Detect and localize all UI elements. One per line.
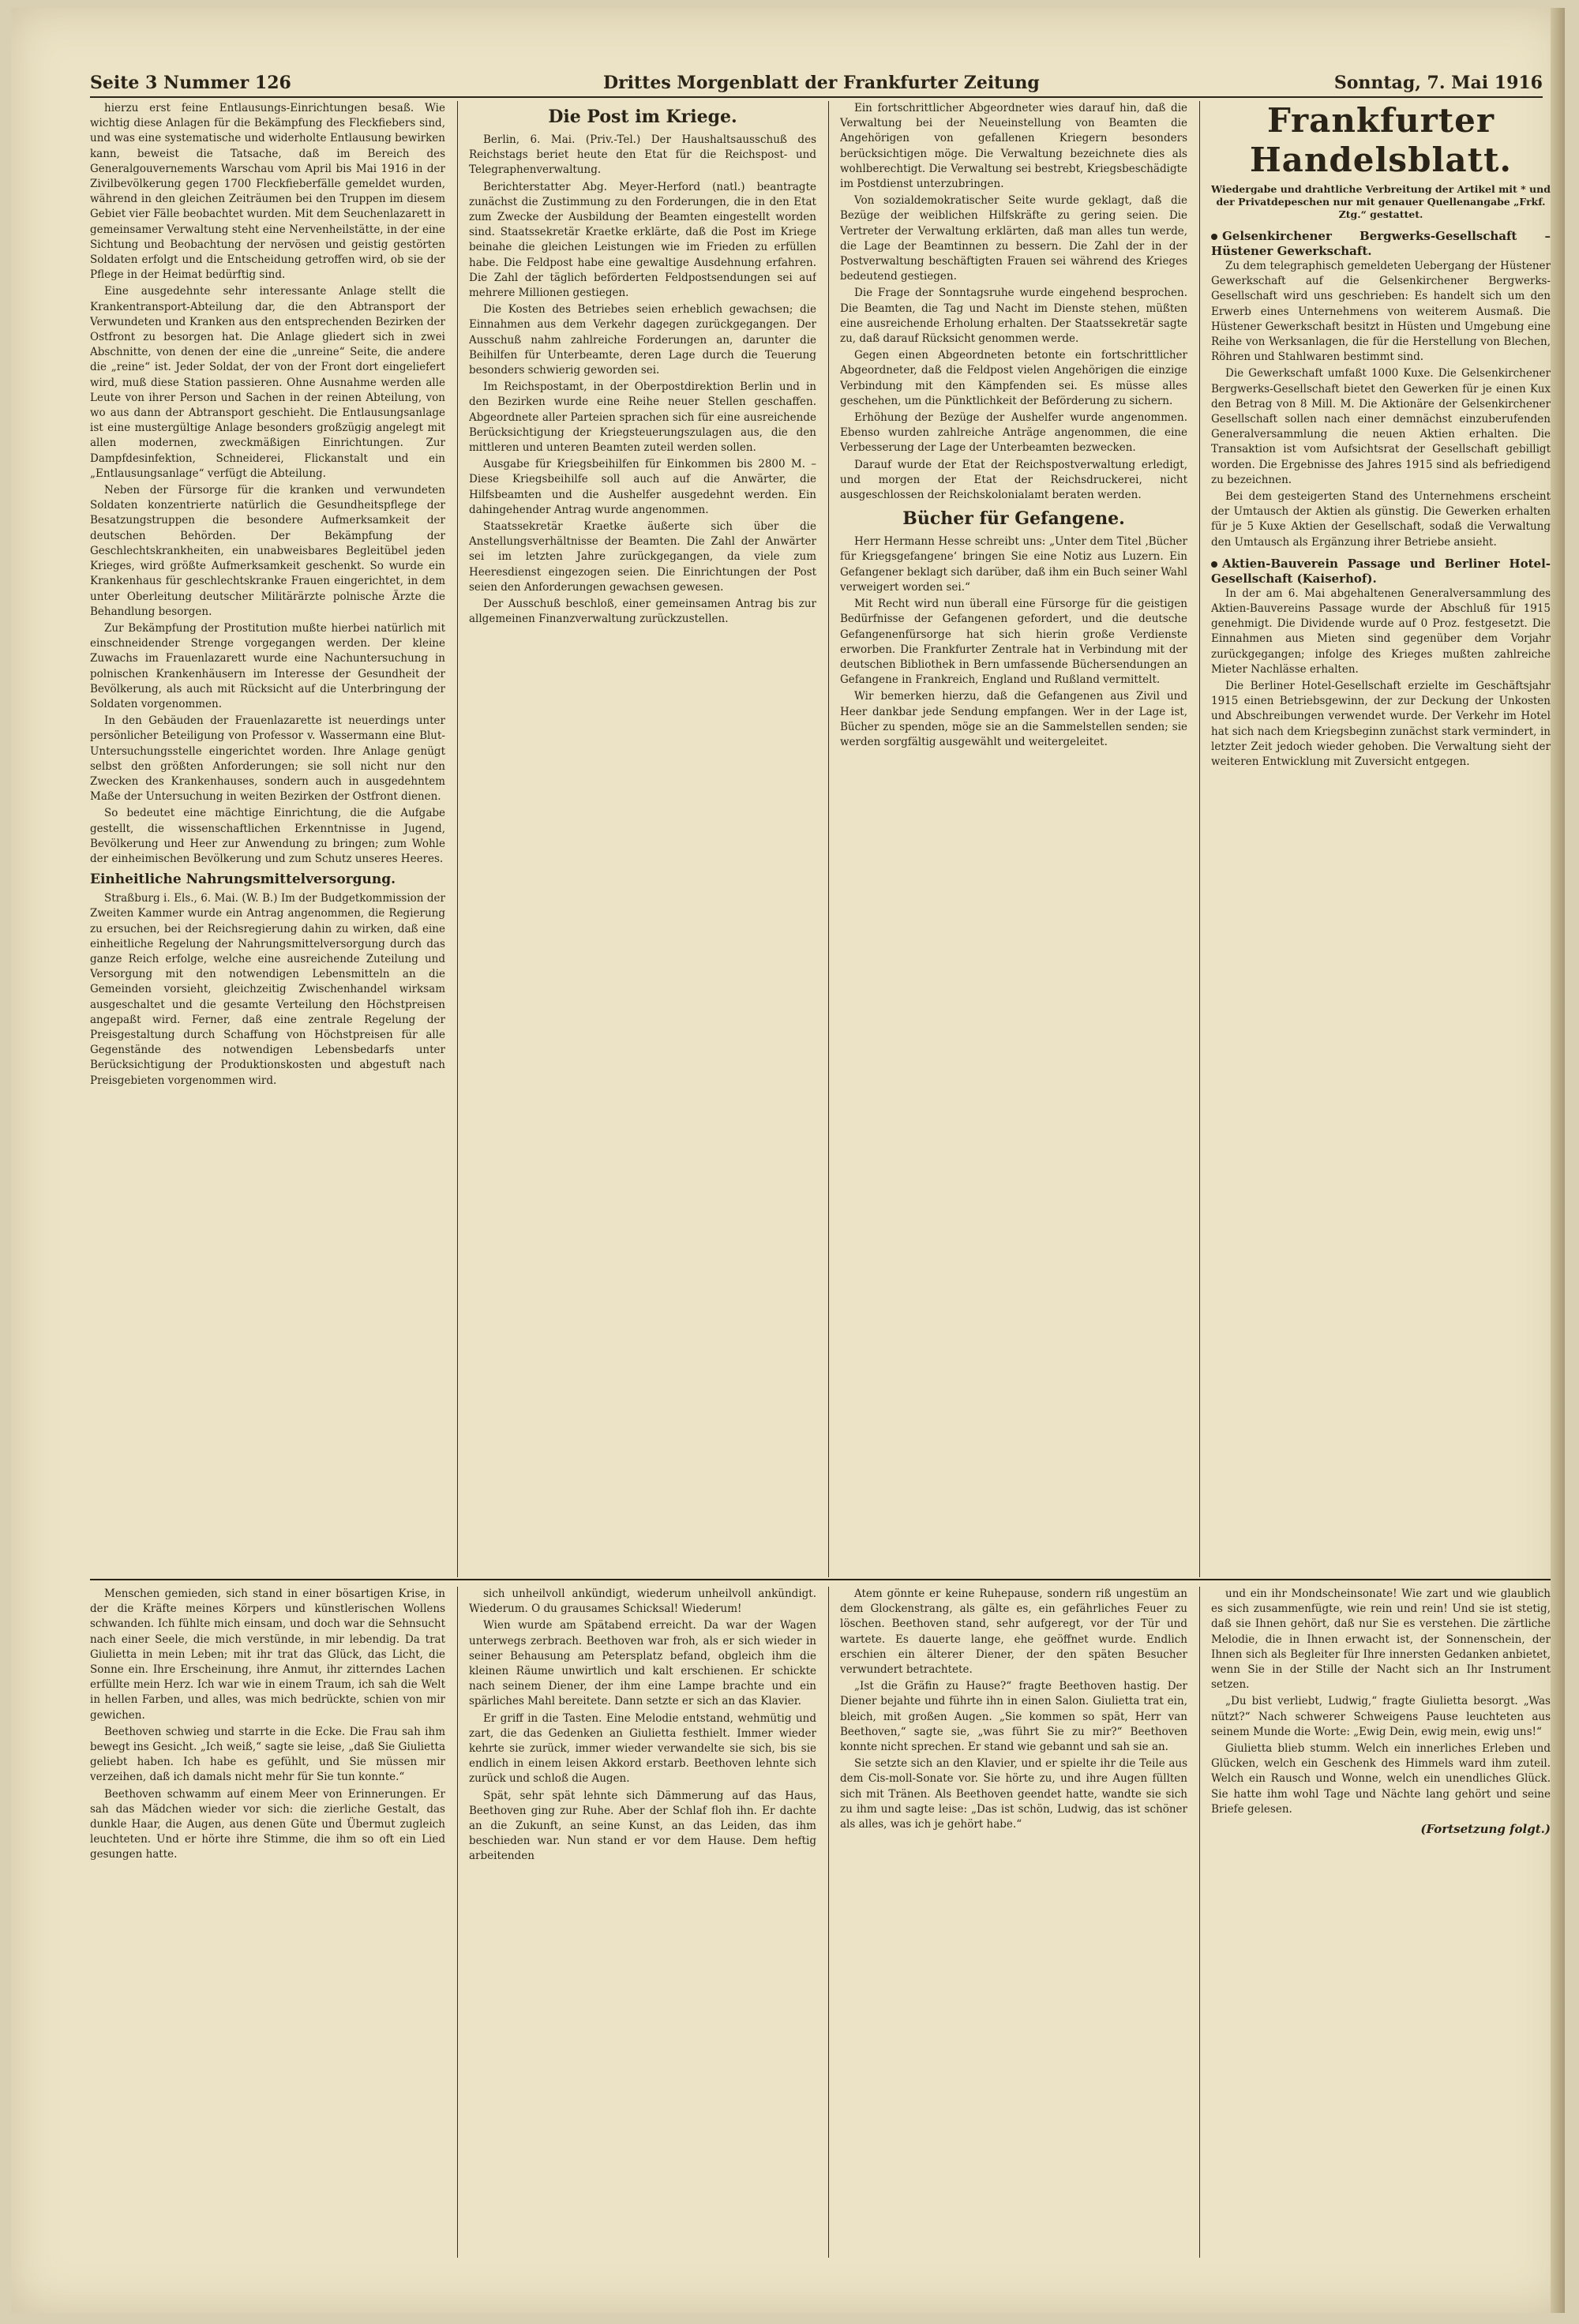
col3-paragraph: Von sozialdemokratischer Seite wurde geklagt, daß die Bezüge der weiblichen Hilfskräfte zu gering seien. Die Vertreter der Verwaltung erklärten, daß man alles tun werde, die Lage der Beamtinnen zu bessern. Die Zahl der in der Postverwaltung beschäftigten Frauen sei während des Krieges bedeutend gestiegen. <box>840 194 1187 283</box>
feuilleton-paragraph: Menschen gemieden, sich stand in einer bösartigen Krise, in der die Kräfte meines Körpers und künstlerischen Wollens schwanden. Ich fühlte mich einsam, und doch war die Sehnsucht nach einer Seele, die mich verstünde, in mir lebendig. Da trat Giulietta in mein Leben; mit ihr trat das Glück, das Licht, die Sonne ein. Ihre Erscheinung, ihre Anmut, ihr zitterndes Lachen erfüllte mein Herz. Ich war wie in einem Traum, ich sah die Welt in hellen Farben, und alles, was mich bedrückte, schien von mir gewichen. <box>90 1587 445 1722</box>
col2-paragraph: Berichterstatter Abg. Meyer-Herford (natl.) beantragte zunächst die Zustimmung zu den Forderungen, die in den Etat zum Zwecke der Ausbildung der Beamten eingestellt worden sind. Staatssekretär Kraetke erklärte, daß die Post im Kriege beinahe die gleichen Leistungen wie im Frieden zu erfüllen habe. Die Feldpost habe eine gewaltige Ausdehnung erfahren. Die Zahl der täglich beförderten Feldpostsendungen sei auf mehrere Millionen gestiegen. <box>469 180 816 300</box>
col3-paragraph: Herr Hermann Hesse schreibt uns: „Unter dem Titel ‚Bücher für Kriegsgefangene‘ bringen Sie eine Notiz aus Luzern. Ein Gefangener beklagt sich darüber, daß ihm ein Buch seiner Wahl verweigert worden sei.“ <box>840 535 1187 594</box>
feuilleton-column-1 <box>90 1587 445 2258</box>
feuilleton-column-3 <box>840 1587 1187 2258</box>
article-headline: Bücher für Gefangene. <box>902 508 1125 530</box>
column-rule <box>457 101 458 1577</box>
feuilleton-paragraph: und ein ihr Mondscheinsonate! Wie zart und wie glaublich es sich zusammenfügte, wie rein und rein! Und sie ist stetig, daß sie Ihnen gehört, daß nur Sie es verstehen. Die zärtliche Melodie, die in Ihnen erwacht ist, der Sonnenschein, der Ihnen sich als Begleiter für Ihre innersten Gedanken anbietet, wenn Sie in der Stille der Nacht sich an Ihr Instrument setzen. <box>1211 1587 1551 1692</box>
feuilleton-rule <box>90 1579 1551 1580</box>
header-page-number: Seite 3 Nummer 126 <box>90 73 291 93</box>
feuilleton-paragraph: Beethoven schwamm auf einem Meer von Erinnerungen. Er sah das Mädchen wieder vor sich: die zierliche Gestalt, das dunkle Haar, die Augen, aus denen Güte und Übermut zugleich leuchteten. Und er hörte ihre Stimme, die ihm so oft ein Lied gesungen hatte. <box>90 1787 445 1861</box>
col2-paragraph: Die Kosten des Betriebes seien erheblich gewachsen; die Einnahmen aus dem Verkehr dagegen zurückgegangen. Der Ausschuß nahm zahlreiche Forderungen an, darunter die Beihilfen für Unterbeamte, deren Lage durch die Teuerung besonders schwierig geworden sei. <box>469 303 816 377</box>
feuilleton-paragraph: Beethoven schwieg und starrte in die Ecke. Die Frau sah ihm bewegt ins Gesicht. „Ich weiß,“ sagte sie leise, „daß Sie Giulietta geliebt haben. Ich habe es gefühlt, und Sie müssen mir verzeihen, daß ich damals nicht mehr für Sie tun konnte.“ <box>90 1725 445 1784</box>
col1-paragraph: Eine ausgedehnte sehr interessante Anlage stellt die Krankentransport-Abteilung dar, die den Abtransport der Verwundeten und Kranken aus den entsprechenden Bezirken der Ostfront zu besorgen hat. Die Anlage gliedert sich in zwei Abschnitte, von denen der eine die „unreine“ Seite, die andere die „reine“ ist. Jeder Soldat, der von der Front dort eingeliefert wird, muß diese Station passieren. Ohne Ausnahme werden alle Leute von ihrer Person und Sachen in der reinen Abteilung, von wo aus dann der Abtransport geschieht. Die Entlausungsanlage ist eine mustergültige Anlage besonders großzügig angelegt mit allen modernen, zweckmäßigen Einrichtungen. Zur Dampfdesinfektion, Schneiderei, Flickanstalt und ein „Entlausungsanlage“ verfügt die Abteilung. <box>90 285 445 480</box>
col1-paragraph: hierzu erst feine Entlausungs-Einrichtungen besaß. Wie wichtig diese Anlagen für die Bekämpfung des Fleckfiebers sind, und was eine systematische und widerholte Entlausung bewirken kann, beweist die Tatsache, daß im Bereich des Generalgouvernements Warschau vom April bis Mai 1916 in der Zivilbevölkerung gegen 1700 Fleckfieberfälle gemeldet wurden, während in den gleichen Zeiträumen bei den Truppen im diesem Gebiet vier Fälle beobachtet wurden. Mit dem Seuchenlazarett in gemeinsamer Verwaltung steht eine Nervenheilstätte, in der eine Sichtung und Beobachtung der nervösen und geistig gestörten Soldaten erfolgt und die Entscheidung getroffen wird, ob sie der Pflege in der Heimat bedürftig sind. <box>90 102 445 282</box>
feuilleton-paragraph: „Du bist verliebt, Ludwig,“ fragte Giulietta besorgt. „Was nützt?“ Nach schwerer Schweigens Pause leuchteten aus seinem Munde die Worte: „Ewig Dein, ewig mein, ewig uns!“ <box>1211 1695 1551 1738</box>
feuilleton-paragraph: Giulietta blieb stumm. Welch ein innerliches Erleben und Glücken, welch ein Geschenk des Himmels ward ihm zuteil. Welch ein Rausch und Wonne, welch ein unendliches Glück. Sie hatte ihm wohl Tage und Nächte lang gehört und seine Briefe gelesen. <box>1211 1742 1551 1816</box>
feuilleton-paragraph: Wien wurde am Spätabend erreicht. Da war der Wagen unterwegs zerbrach. Beethoven war froh, als er sich wieder in seiner Behausung am Petersplatz befand, obgleich ihm die kleinen Räume unwirtlich und kalt erschienen. Er schickte nach seinem Diener, der ihm eine Lampe brachte und ein spärliches Mahl bereitete. Dann setzte er sich an das Klavier. <box>469 1619 816 1708</box>
col1-paragraph: In den Gebäuden der Frauenlazarette ist neuerdings unter persönlicher Beteiligung von Professor v. Wassermann eine Blut-Untersuchungsstelle eingerichtet worden. Ihre Anlage genügt selbst den größten Anforderungen; sie soll nicht nur den Zwecken des Krankenhauses, sondern auch in ausgedehntem Maße der Untersuchung in weiten Bezirken der Ostfront dienen. <box>90 714 445 804</box>
col3-paragraph: Ein fortschrittlicher Abgeordneter wies darauf hin, daß die Verwaltung bei der Neueinstellung von Beamten die Angehörigen von gefallenen Kriegern besonders berücksichtigen möge. Die Verwaltung bezeichnete dies als wohlberechtigt. Die Verwaltung sei bestrebt, Kriegsbeschädigte im Postdienst unterzubringen. <box>840 102 1187 191</box>
col4-paragraph: Die Gewerkschaft umfaßt 1000 Kuxe. Die Gelsenkirchener Bergwerks-Gesellschaft bietet den Gewerken für je einen Kux den Betrag von 8 Mill. M. Die Aktionäre der Gelsenkirchener Gesellschaft sollen nach einer demnächst einzuberufenden Generalversammlung die neuen Aktien erhalten. Die Transaktion ist vom Aufsichtsrat der Gesellschaft gebilligt worden. Die Ergebnisse des Jahres 1915 sind als befriedigend zu bezeichnen. <box>1211 367 1551 486</box>
feuilleton-paragraph: Atem gönnte er keine Ruhepause, sondern riß ungestüm an dem Glockenstrang, als gälte es, ein gefährliches Feuer zu löschen. Beethoven stand, sehr aufgeregt, vor der Tür und wartete. Es dauerte lange, ehe geöffnet wurde. Endlich erschien ein älterer Diener, der den späten Besucher verwundert betrachtete. <box>840 1587 1187 1677</box>
col1-paragraph: Zur Bekämpfung der Prostitution mußte hierbei natürlich mit einschneidender Strenge vorgegangen werden. Der kleine Zuwachs im Frauenlazarett wurde eine Nachuntersuchung in polnischen Krankenhäusern im Interesse der Gesundheit der Bevölkerung, als auch mit Rücksicht auf die Unterbringung der Soldaten vorgenommen. <box>90 621 445 710</box>
item-headline: Aktien-Bauverein Passage und Berliner Hotel-Gesellschaft (Kaiserhof). <box>1211 556 1551 586</box>
col2-paragraph: Der Ausschuß beschloß, einer gemeinsamen Antrag bis zur allgemeinen Finanzverwaltung zurückzustellen. <box>469 598 816 626</box>
item-headline: Gelsenkirchener Bergwerks-Gesellschaft – Hüstener Gewerkschaft. <box>1211 229 1551 258</box>
col4-paragraph: Zu dem telegraphisch gemeldeten Uebergang der Hüstener Gewerkschaft auf die Gelsenkirchener Bergwerks-Gesellschaft wird uns geschrieben: Es handelt sich um den Erwerb eines Unternehmens von weiterem Ausmaß. Die Hüstener Gewerkschaft besitzt in Hüsten und Umgebung eine Reihe von Werksanlagen, die für die Herstellung von Blechen, Röhren und Stahlwaren bestimmt sind. <box>1211 260 1551 364</box>
feuilleton-paragraph: „Ist die Gräfin zu Hause?“ fragte Beethoven hastig. Der Diener bejahte und führte ihn in einen Salon. Giulietta trat ein, bleich, mit großen Augen. „Sie kommen so spät, Herr van Beethoven,“ sagte sie, „was führt Sie zu mir?“ Beethoven konnte nicht sprechen. Er stand wie gebannt und sah sie an. <box>840 1680 1187 1754</box>
col3-paragraph: Gegen einen Abgeordneten betonte ein fortschrittlicher Abgeordneter, daß die Feldpost vielen Angehörigen die einzige Verbindung mit den Kämpfenden sei. Es müsse alles geschehen, um die Pünktlichkeit der Beförderung zu sichern. <box>840 349 1187 407</box>
feuilleton-column-2 <box>469 1587 816 2258</box>
col3-paragraph: Die Frage der Sonntagsruhe wurde eingehend besprochen. Die Beamten, die Tag und Nacht im Dienste stehen, müßten eine ausreichende Erholung erhalten. Der Staatssekretär sagte zu, daß darauf Rücksicht genommen werde. <box>840 287 1187 346</box>
header-edition: Drittes Morgenblatt der Frankfurter Zeitung <box>603 73 1040 93</box>
bullet-icon <box>1211 234 1217 240</box>
col3-paragraph: Darauf wurde der Etat der Reichspostverwaltung erledigt, und morgen der Etat der Reichsdruckerei, nicht ausgeschlossen der Reichskolonialamt beraten werden. <box>840 458 1187 502</box>
col3-paragraph: Erhöhung der Bezüge der Aushelfer wurde angenommen. Ebenso wurden zahlreiche Anträge angenommen, die eine Verbesserung der Lage der Unterbeamten bezwecken. <box>840 411 1187 455</box>
newspaper-page <box>11 8 1565 2313</box>
column-3 <box>840 101 1187 1573</box>
col2-paragraph: Im Reichspostamt, in der Oberpostdirektion Berlin und in den Bezirken wurde eine Reihe neuer Stellen geschaffen. Abgeordnete aller Parteien sprachen sich für eine ausreichende Berücksichtigung der Kriegsteuerungszulagen aus, die den mittleren und unteren Beamten zuteil werden sollen. <box>469 380 816 455</box>
article-headline: Einheitliche Nahrungsmittelversorgung. <box>90 872 396 888</box>
copyright-note: Wiedergabe und drahtliche Verbreitung der Artikel mit * und der Privatdepeschen nur mit genauer Quellenangabe „Frkf. Ztg.“ gestattet. <box>1211 183 1551 220</box>
feuilleton-column-4 <box>1211 1587 1551 2258</box>
bullet-icon <box>1211 561 1217 568</box>
section-title: Frankfurter Handelsblatt. <box>1249 101 1513 179</box>
header-date: Sonntag, 7. Mai 1916 <box>1333 73 1543 93</box>
column-rule <box>457 1587 458 2258</box>
feuilleton-paragraph: Sie setzte sich an den Klavier, und er spielte ihr die Teile aus dem Cis-moll-Sonate vor. Sie hörte zu, und ihre Augen füllten sich mit Tränen. Als Beethoven geendet hatte, wandte sie sich zu ihm und sagte leise: „Das ist schön, Ludwig, das ist schöner als alles, was ich je gehört habe.“ <box>840 1757 1187 1831</box>
page-edge <box>1551 8 1565 2313</box>
feuilleton-paragraph: sich unheilvoll ankündigt, wiederum unheilvoll ankündigt. Wiederum. O du grausames Schicksal! Wiederum! <box>469 1587 816 1616</box>
feuilleton-paragraph: Spät, sehr spät lehnte sich Dämmerung auf das Haus, Beethoven ging zur Ruhe. Aber der Schlaf floh ihn. Er dachte an die Zukunft, an seine Kunst, an das Leiden, das ihm beschieden war. Nun stand er vor dem Hause. Dem heftig arbeitenden <box>469 1789 816 1863</box>
continuation-note: (Fortsetzung folgt.) <box>1420 1822 1551 1837</box>
col4-paragraph: Die Berliner Hotel-Gesellschaft erzielte im Geschäftsjahr 1915 einen Betriebsgewinn, der zur Deckung der Unkosten und Abschreibungen verwendet wurde. Der Verkehr im Hotel hat sich nach dem Kriegsbeginn zunächst stark vermindert, in letzter Zeit jedoch wieder gehoben. Die Verwaltung sieht der weiteren Entwicklung mit Zuversicht entgegen. <box>1211 680 1551 769</box>
column-rule <box>1199 1587 1200 2258</box>
page-header <box>90 69 1543 98</box>
column-rule <box>1199 101 1200 1577</box>
column-4 <box>1211 101 1551 1573</box>
col2-paragraph: Berlin, 6. Mai. (Priv.-Tel.) Der Haushaltsausschuß des Reichstags beriet heute den Etat für die Reichspost- und Telegraphenverwaltung. <box>469 133 816 177</box>
col1-paragraph: Straßburg i. Els., 6. Mai. (W. B.) Im der Budgetkommission der Zweiten Kammer wurde ein Antrag angenommen, die Regierung zu ersuchen, bei der Reichsregierung dahin zu wirken, daß eine einheitliche Regelung der Nahrungsmittelversorgung durch das ganze Reich erfolge, welche eine ausreichende Zuteilung und Versorgung mit den notwendigen Lebensmitteln an die Gemeinden vorsieht, gleichzeitig Zwischenhandel wirksam ausgeschaltet und die gesamte Verteilung den Höchstpreisen angepaßt wird. Ferner, daß eine zentrale Regelung der Preisgestaltung durch Schaffung von Höchstpreisen für alle Gegenstände des notwendigen Lebensbedarfs unter Berücksichtigung der Produktionskosten und abgestuft nach Preisgebieten vorgenommen wird. <box>90 892 445 1087</box>
col4-paragraph: In der am 6. Mai abgehaltenen Generalversammlung des Aktien-Bauvereins Passage wurde der Abschluß für 1915 genehmigt. Die Dividende wurde auf 0 Proz. festgesetzt. Die Einnahmen aus Mieten sind gegenüber dem Vorjahr zurückgegangen; infolge des Krieges mußten zahlreiche Mieter Nachlässe erhalten. <box>1211 587 1551 676</box>
col2-paragraph: Ausgabe für Kriegsbeihilfen für Einkommen bis 2800 M. – Diese Kriegsbeihilfe soll auch auf die Anwärter, die Hilfsbeamten und die Aushelfer ausgedehnt werden. Ein dahingehender Antrag wurde angenommen. <box>469 458 816 516</box>
article-headline: Die Post im Kriege. <box>548 107 737 127</box>
col2-paragraph: Staatssekretär Kraetke äußerte sich über die Anstellungsverhältnisse der Beamten. Die Zahl der Anwärter sei im letzten Jahre zurückgegangen, da viele zum Heeresdienst eingezogen seien. Die Einrichtungen der Post seien den Anforderungen gewachsen gewesen. <box>469 520 816 594</box>
col3-paragraph: Mit Recht wird nun überall eine Fürsorge für die geistigen Bedürfnisse der Gefangenen gefordert, und die deutsche Gefangenenfürsorge hat sich hierin große Verdienste erworben. Die Frankfurter Zentrale hat in Verbindung mit der deutschen Bibliothek in Bern umfassende Büchersendungen an Gefangene in Frankreich, England und Rußland vermittelt. <box>840 598 1187 687</box>
col1-paragraph: So bedeutet eine mächtige Einrichtung, die die Aufgabe gestellt, die wissenschaftlichen Erkenntnisse in Jugend, Bevölkerung und Heer zur Anwendung zu bringen; zum Wohle der einheimischen Bevölkerung und zum Schutz unseres Heeres. <box>90 807 445 865</box>
col1-paragraph: Neben der Fürsorge für die kranken und verwundeten Soldaten konzentrierte natürlich die Gesundheitspflege der Besatzungstruppen die besondere Aufmerksamkeit der deutschen Behörden. Der Bekämpfung der Geschlechtskrankheiten, ein unabweisbares Begleitübel jeden Krieges, wird größte Aufmerksamkeit geschenkt. So wurde ein Krankenhaus für geschlechtskranke Frauen eingerichtet, in dem unter Oberleitung deutscher Militärärzte polnische Ärzte die Behandlung besorgen. <box>90 484 445 618</box>
column-rule <box>828 101 829 1577</box>
column-rule <box>828 1587 829 2258</box>
col4-paragraph: Bei dem gesteigerten Stand des Unternehmens erscheint der Umtausch der Aktien als günstig. Die Gewerken erhalten für je 5 Kuxe Aktien der Gesellschaft, sodaß die Verwaltung den Umtausch als Ergänzung ihrer Betriebe ansieht. <box>1211 490 1551 549</box>
feuilleton-paragraph: Er griff in die Tasten. Eine Melodie entstand, wehmütig und zart, die das Gedenken an Giulietta festhielt. Immer wieder kehrte sie zurück, immer wieder verwandelte sie sich, bis sie endlich in einem leisen Akkord erstarb. Beethoven lehnte sich zurück und schloß die Augen. <box>469 1711 816 1786</box>
column-1 <box>90 101 445 1573</box>
column-2 <box>469 101 816 1573</box>
col3-paragraph: Wir bemerken hierzu, daß die Gefangenen aus Zivil und Heer dankbar jede Sendung empfangen. Wer in der Lage ist, Bücher zu spenden, möge sie an die Sammelstellen senden; sie werden sorgfältig ausgewählt und weitergeleitet. <box>840 690 1187 748</box>
